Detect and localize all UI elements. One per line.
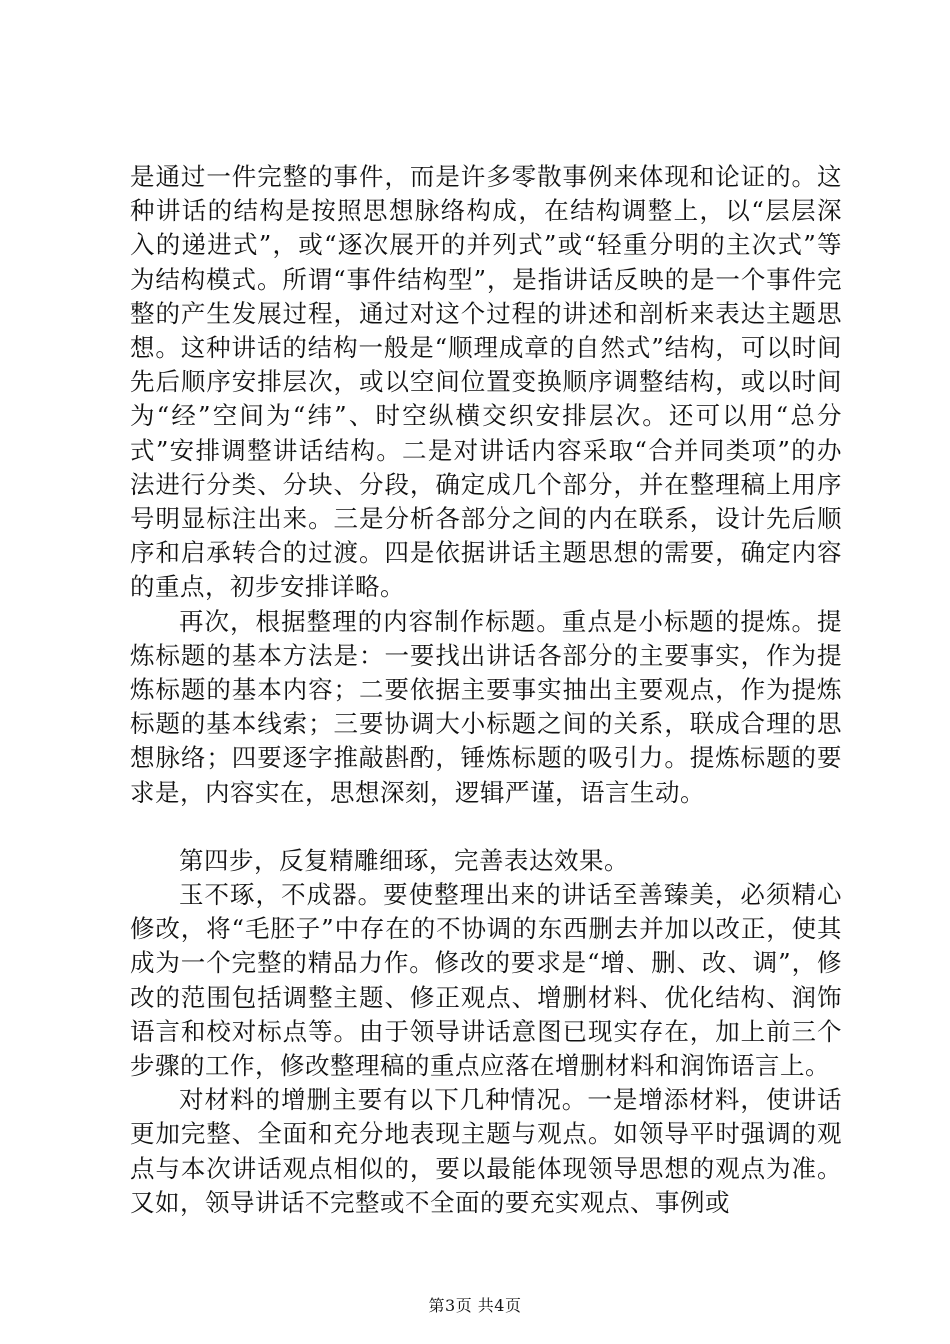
paragraph-structure-types: 是通过一件完整的事件，而是许多零散事例来体现和论证的。这种讲话的结构是按照思想脉络构成，在结构调整上，以“层层深入的递进式”，或“逐次展开的并列式”或“轻重分明的主次式”等为结构模式。所谓“事件结构型”，是指讲话反映的是一个事件完整的产生发展过程，通过对这个过程的讲述和剖析来表达主题思想。这种讲话的结构一般是“顺理成章的自然式”结构，可以时间先后顺序安排层次，或以空间位置变换顺序调整结构，或以时间为“经”空间为“纬”、时空纵横交织安排层次。还可以用“总分式”安排调整讲话结构。二是对讲话内容采取“合并同类项”的办法进行分类、分块、分段，确定成几个部分，并在整理稿上用序号明显标注出来。三是分析各部分之间的内在联系，设计先后顺序和启承转合的过渡。四是依据讲话主题思想的需要，确定内容的重点，初步安排详略。 (130, 162, 842, 602)
paragraph-material-changes: 对材料的增删主要有以下几种情况。一是增添材料，使讲话更加完整、全面和充分地表现主题与观点。如领导平时强调的观点与本次讲话观点相似的，要以最能体现领导思想的观点为准。又如，领导讲话不完整或不全面的要充实观点、事例或 (130, 1085, 842, 1217)
section-heading-step-four: 第四步，反复精雕细琢，完善表达效果。 (179, 845, 629, 875)
paragraph-revision: 玉不琢，不成器。要使整理出来的讲话至善臻美，必须精心修改，将“毛胚子”中存在的不协调的东西删去并加以改正，使其成为一个完整的精品力作。修改的要求是“增、删、改、调”，修改的范围包括调整主题、修正观点、增删材料、优化结构、润饰语言和校对标点等。由于领导讲话意图已现实存在，加上前三个步骤的工作，修改整理稿的重点应落在增删材料和润饰语言上。 (130, 880, 842, 1081)
paragraph-gap (130, 810, 842, 844)
paragraph-title-making: 再次，根据整理的内容制作标题。重点是小标题的提炼。提炼标题的基本方法是：一要找出讲话各部分的主要事实，作为提炼标题的基本内容；二要依据主要事实抽出主要观点，作为提炼标题的基本线索；三要协调大小标题之间的关系，联成合理的思想脉络；四要逐字推敲斟酌，锤炼标题的吸引力。提炼标题的要求是，内容实在，思想深刻，逻辑严谨，语言生动。 (130, 606, 842, 807)
document-body (130, 160, 842, 1220)
page-number-footer: 第3页 共4页 (428, 1296, 522, 1315)
